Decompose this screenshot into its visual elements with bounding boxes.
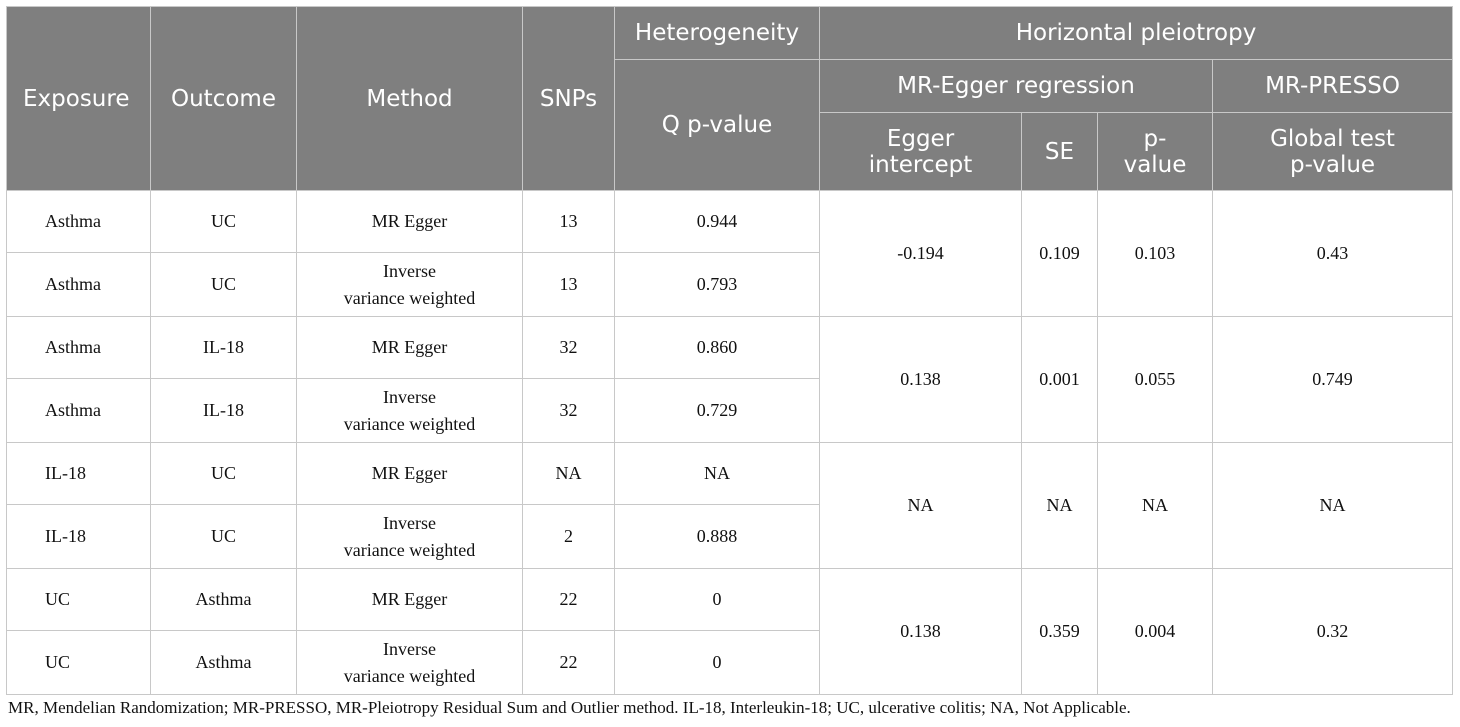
cell-method-line1: Inverse: [383, 260, 436, 281]
cell-method-line1: MR Egger: [371, 337, 448, 357]
cell-outcome: IL-18: [151, 317, 297, 379]
cell-snps: 13: [523, 253, 615, 317]
header-q-pvalue: Q p-value: [615, 60, 820, 191]
table-row: [7, 569, 1453, 631]
cell-outcome: Asthma: [151, 631, 297, 695]
cell-method: [297, 253, 523, 317]
cell-global-test: 0.749: [1213, 317, 1453, 443]
table-footnote: MR, Mendelian Randomization; MR-PRESSO, MR-Pleiotropy Residual Sum and Outlier method. IL-18, Interleukin-18; UC, ulcerative colitis; NA, Not Applicable.: [8, 698, 1131, 717]
cell-method: [297, 191, 523, 253]
header-egger-intercept: [820, 113, 1022, 191]
header-mr-presso: MR-PRESSO: [1213, 60, 1453, 113]
cell-outcome: UC: [151, 505, 297, 569]
cell-se: 0.001: [1022, 317, 1098, 443]
cell-snps: 13: [523, 191, 615, 253]
header-pvalue: [1098, 113, 1213, 191]
cell-pvalue: NA: [1098, 443, 1213, 569]
cell-q-pvalue: 0: [615, 569, 820, 631]
cell-outcome: UC: [151, 253, 297, 317]
header-global-test-line2: p-value: [1289, 151, 1376, 178]
cell-method: [297, 569, 523, 631]
cell-se: 0.359: [1022, 569, 1098, 695]
cell-outcome: Asthma: [151, 569, 297, 631]
cell-method-line1: Inverse: [383, 386, 436, 407]
cell-pvalue: 0.103: [1098, 191, 1213, 317]
cell-method: [297, 443, 523, 505]
cell-q-pvalue: 0.793: [615, 253, 820, 317]
header-horizontal-pleiotropy: Horizontal pleiotropy: [820, 7, 1453, 60]
results-table-container: [6, 6, 1452, 695]
cell-exposure: IL-18: [7, 443, 151, 505]
cell-exposure: UC: [7, 569, 151, 631]
header-egger-intercept-line2: intercept: [868, 151, 973, 178]
cell-egger-intercept: 0.138: [820, 317, 1022, 443]
cell-snps: 32: [523, 379, 615, 443]
cell-exposure: Asthma: [7, 191, 151, 253]
cell-q-pvalue: 0.729: [615, 379, 820, 443]
cell-method: [297, 505, 523, 569]
cell-method-line1: Inverse: [383, 638, 436, 659]
cell-method-line1: MR Egger: [371, 463, 448, 483]
cell-pvalue: 0.055: [1098, 317, 1213, 443]
cell-q-pvalue: NA: [615, 443, 820, 505]
header-mr-egger-regression: MR-Egger regression: [820, 60, 1213, 113]
cell-snps: 32: [523, 317, 615, 379]
cell-method: [297, 317, 523, 379]
cell-egger-intercept: 0.138: [820, 569, 1022, 695]
cell-se: 0.109: [1022, 191, 1098, 317]
cell-exposure: Asthma: [7, 379, 151, 443]
cell-method: [297, 631, 523, 695]
cell-snps: NA: [523, 443, 615, 505]
cell-method: [297, 379, 523, 443]
table-header: [7, 7, 1453, 191]
table-row: [7, 191, 1453, 253]
header-heterogeneity: Heterogeneity: [615, 7, 820, 60]
cell-exposure: Asthma: [7, 317, 151, 379]
cell-global-test: NA: [1213, 443, 1453, 569]
header-exposure: Exposure: [7, 7, 151, 191]
header-method: Method: [297, 7, 523, 191]
cell-method-line2: variance weighted: [343, 665, 476, 686]
cell-snps: 22: [523, 631, 615, 695]
cell-exposure: IL-18: [7, 505, 151, 569]
cell-q-pvalue: 0.888: [615, 505, 820, 569]
cell-outcome: UC: [151, 191, 297, 253]
cell-snps: 2: [523, 505, 615, 569]
cell-outcome: IL-18: [151, 379, 297, 443]
cell-method-line2: variance weighted: [343, 287, 476, 308]
cell-outcome: UC: [151, 443, 297, 505]
cell-egger-intercept: -0.194: [820, 191, 1022, 317]
cell-method-line1: MR Egger: [371, 589, 448, 609]
cell-exposure: UC: [7, 631, 151, 695]
table-row: [7, 443, 1453, 505]
cell-egger-intercept: NA: [820, 443, 1022, 569]
cell-snps: 22: [523, 569, 615, 631]
header-egger-intercept-line1: Egger: [886, 125, 955, 152]
header-outcome: Outcome: [151, 7, 297, 191]
cell-q-pvalue: 0.944: [615, 191, 820, 253]
header-global-test-line1: Global test: [1270, 125, 1395, 152]
table-body: [7, 191, 1453, 695]
header-pvalue-line1: p-: [1143, 125, 1167, 152]
cell-method-line2: variance weighted: [343, 413, 476, 434]
cell-method-line1: Inverse: [383, 512, 436, 533]
header-snps: SNPs: [523, 7, 615, 191]
cell-pvalue: 0.004: [1098, 569, 1213, 695]
header-pvalue-line2: value: [1123, 151, 1187, 178]
header-global-test: [1213, 113, 1453, 191]
cell-q-pvalue: 0: [615, 631, 820, 695]
cell-exposure: Asthma: [7, 253, 151, 317]
cell-method-line1: MR Egger: [371, 211, 448, 231]
cell-method-line2: variance weighted: [343, 539, 476, 560]
header-se: SE: [1022, 113, 1098, 191]
cell-global-test: 0.43: [1213, 191, 1453, 317]
mr-results-table: [6, 6, 1453, 695]
cell-q-pvalue: 0.860: [615, 317, 820, 379]
table-row: [7, 317, 1453, 379]
cell-global-test: 0.32: [1213, 569, 1453, 695]
cell-se: NA: [1022, 443, 1098, 569]
